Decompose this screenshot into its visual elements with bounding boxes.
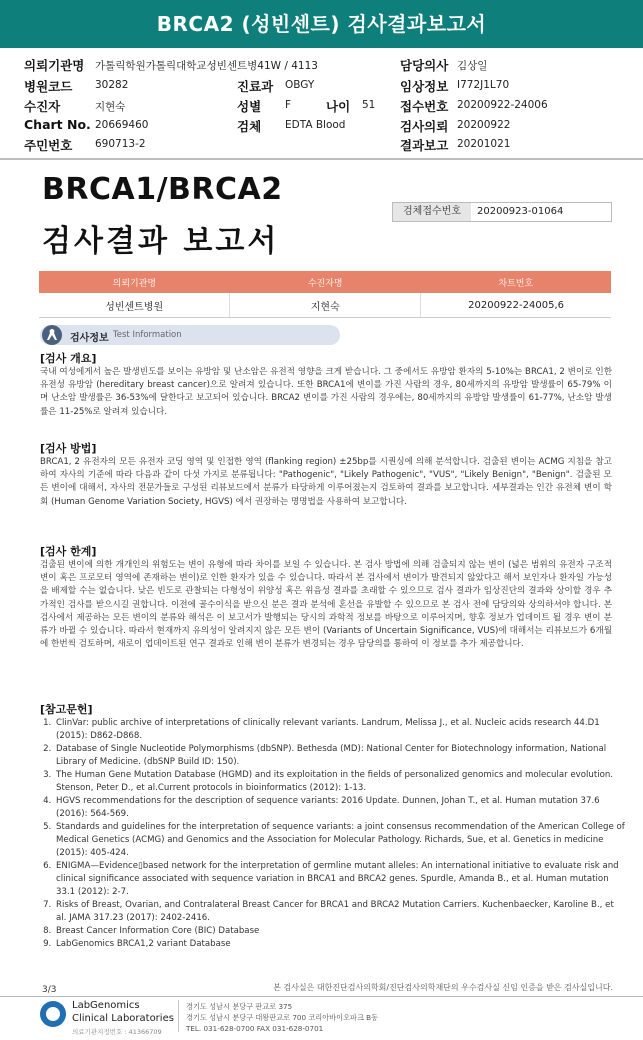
- lab-registration-number: 의료기관지정번호 : 41366709: [72, 1028, 162, 1036]
- limits-text: 검출된 변이에 의한 개개인의 위험도는 변이 유형에 따라 차이를 보일 수 있습니다. 본 검사 방법에 의해 검출되지 않는 변이 (넓은 범위의 유전자 구조적 변이 혹은 프로모터 영역에 존재하는 변이)로 인한 환자가 있을 수 있습니다. 따라서 본 검사에서 변이가 발견되지 않았다고 해서 보인자나 환자일 가능성을 배제할 수는 없습니다. 낮은 빈도로 관찰되는 다형성이 위양성 혹은 위음성 결과를 초래할 수 있으므로 검사 결과가 임상진단의 결과와 상이할 경우 추가적인 검사를 받으시길 권합니다. 이전에 골수이식을 받으신 분은 결과 분석에 혼선을 유발할 수 있으므로 본 검사 전에 담당의와 상의하셔야 합니다. 본 검사에서 제공하는 모든 변이의 분류와 해석은 이 보고서가 발행되는 당시의 과학적 정보를 바탕으로 이루어지며, 향후 정보가 업데이트 될 경우 변이 분류가 바뀔 수 있습니다. 따라서 현재까지 유의성이 알려지지 않은 모든 변이 (Variants of Uncertain Significance, VUS)에 대해서는 리뷰보드가 6개월에 한번씩 검토하며, 새로이 업데이트된 연구 결과로 인해 변이 분류가 변경되는 경우 담당의를 통하여 이 정보를 추가 제공합니다.: [40, 560, 612, 650]
- report-title-line2: 검사결과 보고서: [42, 224, 280, 259]
- receipt-label: 접수번호: [400, 99, 449, 114]
- clinical-value: I772J1L70: [457, 79, 510, 91]
- address-line1: 경기도 성남시 분당구 판교로 375: [186, 1002, 293, 1011]
- age-label: 나이: [326, 99, 351, 114]
- specimen-receipt-label: 검체접수번호: [393, 203, 471, 221]
- table-cell: 지현숙: [230, 293, 421, 318]
- overview-text: 국내 여성에게서 높은 발생빈도를 보이는 유방암 및 난소암은 유전적 영향을 크게 받습니다. 그 중에서도 유방암 환자의 5-10%는 BRCA1, 2 변이로 인한 유전성 유방암 (hereditary breast cancer)으로 알려져 있습니다. 또한 BRCA1에 변이를 가진 사람의 경우, 80세까지의 유방암 발생률이 65-79% 이며 난소암 발생률은 36-53%에 달한다고 보고되어 있습니다. BRCA2 변이를 가진 사람의 경우에는, 80세까지의 유방암 발생률이 61-77%, 난소암 발생률은 11-25%로 알려져 있습니다.: [40, 367, 612, 417]
- rrn-value: 690713-2: [95, 138, 146, 150]
- overview-heading: [검사 개요]: [40, 352, 97, 365]
- list-item: 9. LabGenomics BRCA1,2 variant Database: [54, 938, 626, 951]
- table-cell: 20200922-24005,6: [421, 293, 611, 318]
- report-date-value: 20201021: [457, 138, 511, 150]
- specimen-receipt-box: [392, 202, 612, 222]
- sex-label: 성별: [237, 99, 262, 114]
- institution-label: 의뢰기관명: [24, 58, 85, 73]
- institution-value: 가톨릭학원가톨릭대학교성빈센트병41W / 4113: [95, 60, 318, 72]
- doctor-value: 김상일: [457, 60, 488, 72]
- method-text: BRCA1, 2 유전자의 모든 유전자 코딩 영역 및 인접한 영역 (flanking region) ±25bp를 시퀀싱에 의해 분석합니다. 검출된 변이는 ACMG 지침을 참고하여 자사의 기준에 따라 다음과 같이 다섯 가지로 분류됩니다: "Pathogenic", "Likely Pathogenic", "VUS", "Likely Benign", "Benign". 검출된 모든 변이에 대해서, 자사의 전문가들로 구성된 리뷰보드에서 분류가 타당하게 이루어졌는지 검토하여 결과를 보고합니다. 세부결과는 인간 유전체 변이 학회 (Human Genome Variation Society, HGVS) 에서 권장하는 명명법을 사용하여 보고합니다.: [40, 457, 612, 507]
- chart-value: 20669460: [95, 119, 149, 131]
- report-topbar-title: BRCA2 (성빈센트) 검사결과보고서: [0, 0, 643, 48]
- request-info-table: [39, 271, 611, 318]
- table-row: [39, 293, 611, 318]
- request-value: 20200922: [457, 119, 511, 131]
- patient-header: [0, 48, 643, 160]
- table-header: 차트번호: [421, 271, 611, 293]
- doctor-label: 담당의사: [400, 58, 449, 73]
- clinical-label: 임상정보: [400, 79, 449, 94]
- lab-name-line1: LabGenomics: [72, 1000, 140, 1011]
- table-header: 수진자명: [230, 271, 421, 293]
- header-divider: [0, 158, 643, 160]
- age-value: 51: [362, 99, 376, 111]
- hospital-code-label: 병원코드: [24, 79, 73, 94]
- specimen-label: 검체: [237, 119, 262, 134]
- table-header: 의뢰기관명: [39, 271, 230, 293]
- list-item: 5. Standards and guidelines for the interpretation of sequence variants: a joint consensus recommendation of the American College of Medical Genetics (ACMG) and Genomics and the Association for Molecular Pathology. Richards, Sue, et al. Genetics in medicine (2015): 405-424.: [54, 821, 626, 860]
- address-line2: 경기도 성남시 분당구 대왕판교로 700 코리아바이오파크 B동: [186, 1013, 379, 1022]
- references-list: [40, 717, 626, 951]
- footer-divider: [0, 996, 643, 997]
- list-item: 2. Database of Single Nucleotide Polymorphisms (dbSNP). Bethesda (MD): National Center for Biotechnology information, National Library of Medicine. (dbSNP Build ID: 150).: [54, 743, 626, 769]
- rrn-label: 주민번호: [24, 138, 73, 153]
- lab-name-line2: Clinical Laboratories: [72, 1013, 174, 1024]
- footer-vertical-divider: [178, 1000, 179, 1032]
- test-info-section-pill: [40, 325, 340, 345]
- sex-value: F: [285, 99, 292, 111]
- dept-label: 진료과: [237, 79, 274, 94]
- page-number: 3/3: [42, 985, 57, 995]
- list-item: 1. ClinVar: public archive of interpretations of clinically relevant variants. Landrum, Melissa J., et al. Nucleic acids research 44.D1 (2015): D862-D868.: [54, 717, 626, 743]
- patient-value: 지현숙: [95, 101, 126, 113]
- list-item: 8. Breast Cancer Information Core (BIC) Database: [54, 925, 626, 938]
- certification-note: 본 검사실은 대한진단검사의학회/진단검사의학재단의 우수검사실 신임 인증을 받은 검사실입니다.: [273, 983, 613, 992]
- chart-label: Chart No.: [24, 117, 91, 132]
- method-heading: [검사 방법]: [40, 442, 97, 455]
- section-pill-title: 검사정보: [70, 333, 109, 344]
- labgenomics-logo-icon: [40, 1001, 66, 1027]
- list-item: 6. ENIGMA—Evidence▯based network for the interpretation of germline mutant alleles: An international initiative to evaluate risk and clinical significance associated with sequence variation in BRCA1 and BRCA2 genes. Spurdle, Amanda B., et al. Human mutation 33.1 (2012): 2-7.: [54, 860, 626, 899]
- list-item: 3. The Human Gene Mutation Database (HGMD) and its exploitation in the fields of personalized genomics and molecular evolution. Stenson, Peter D., et al.Current protocols in bioinformatics (2012): 1-13.: [54, 769, 626, 795]
- specimen-value: EDTA Blood: [285, 119, 346, 131]
- receipt-value: 20200922-24006: [457, 99, 548, 111]
- table-cell: 성빈센트병원: [39, 293, 230, 318]
- specimen-receipt-value: 20200923-01064: [477, 206, 564, 217]
- section-pill-subtitle: Test Information: [113, 330, 182, 340]
- ribbon-icon: [42, 325, 62, 345]
- phone-fax: TEL. 031-628-0700 FAX 031-628-0701: [186, 1024, 324, 1033]
- report-title-line1: BRCA1/BRCA2: [42, 172, 283, 207]
- dept-value: OBGY: [285, 79, 315, 91]
- hospital-code-value: 30282: [95, 79, 129, 91]
- list-item: 4. HGVS recommendations for the description of sequence variants: 2016 Update. Dunnen, Johan T., et al. Human mutation 37.6 (2016): 564-569.: [54, 795, 626, 821]
- report-date-label: 결과보고: [400, 138, 449, 153]
- request-label: 검사의뢰: [400, 119, 449, 134]
- list-item: 7. Risks of Breast, Ovarian, and Contralateral Breast Cancer for BRCA1 and BRCA2 Mutation Carriers. Kuchenbaecker, Karoline B., et al. JAMA 317.23 (2017): 2402-2416.: [54, 899, 626, 925]
- patient-label: 수진자: [24, 99, 61, 114]
- limits-heading: [검사 한계]: [40, 545, 97, 558]
- references-heading: [참고문헌]: [40, 703, 93, 716]
